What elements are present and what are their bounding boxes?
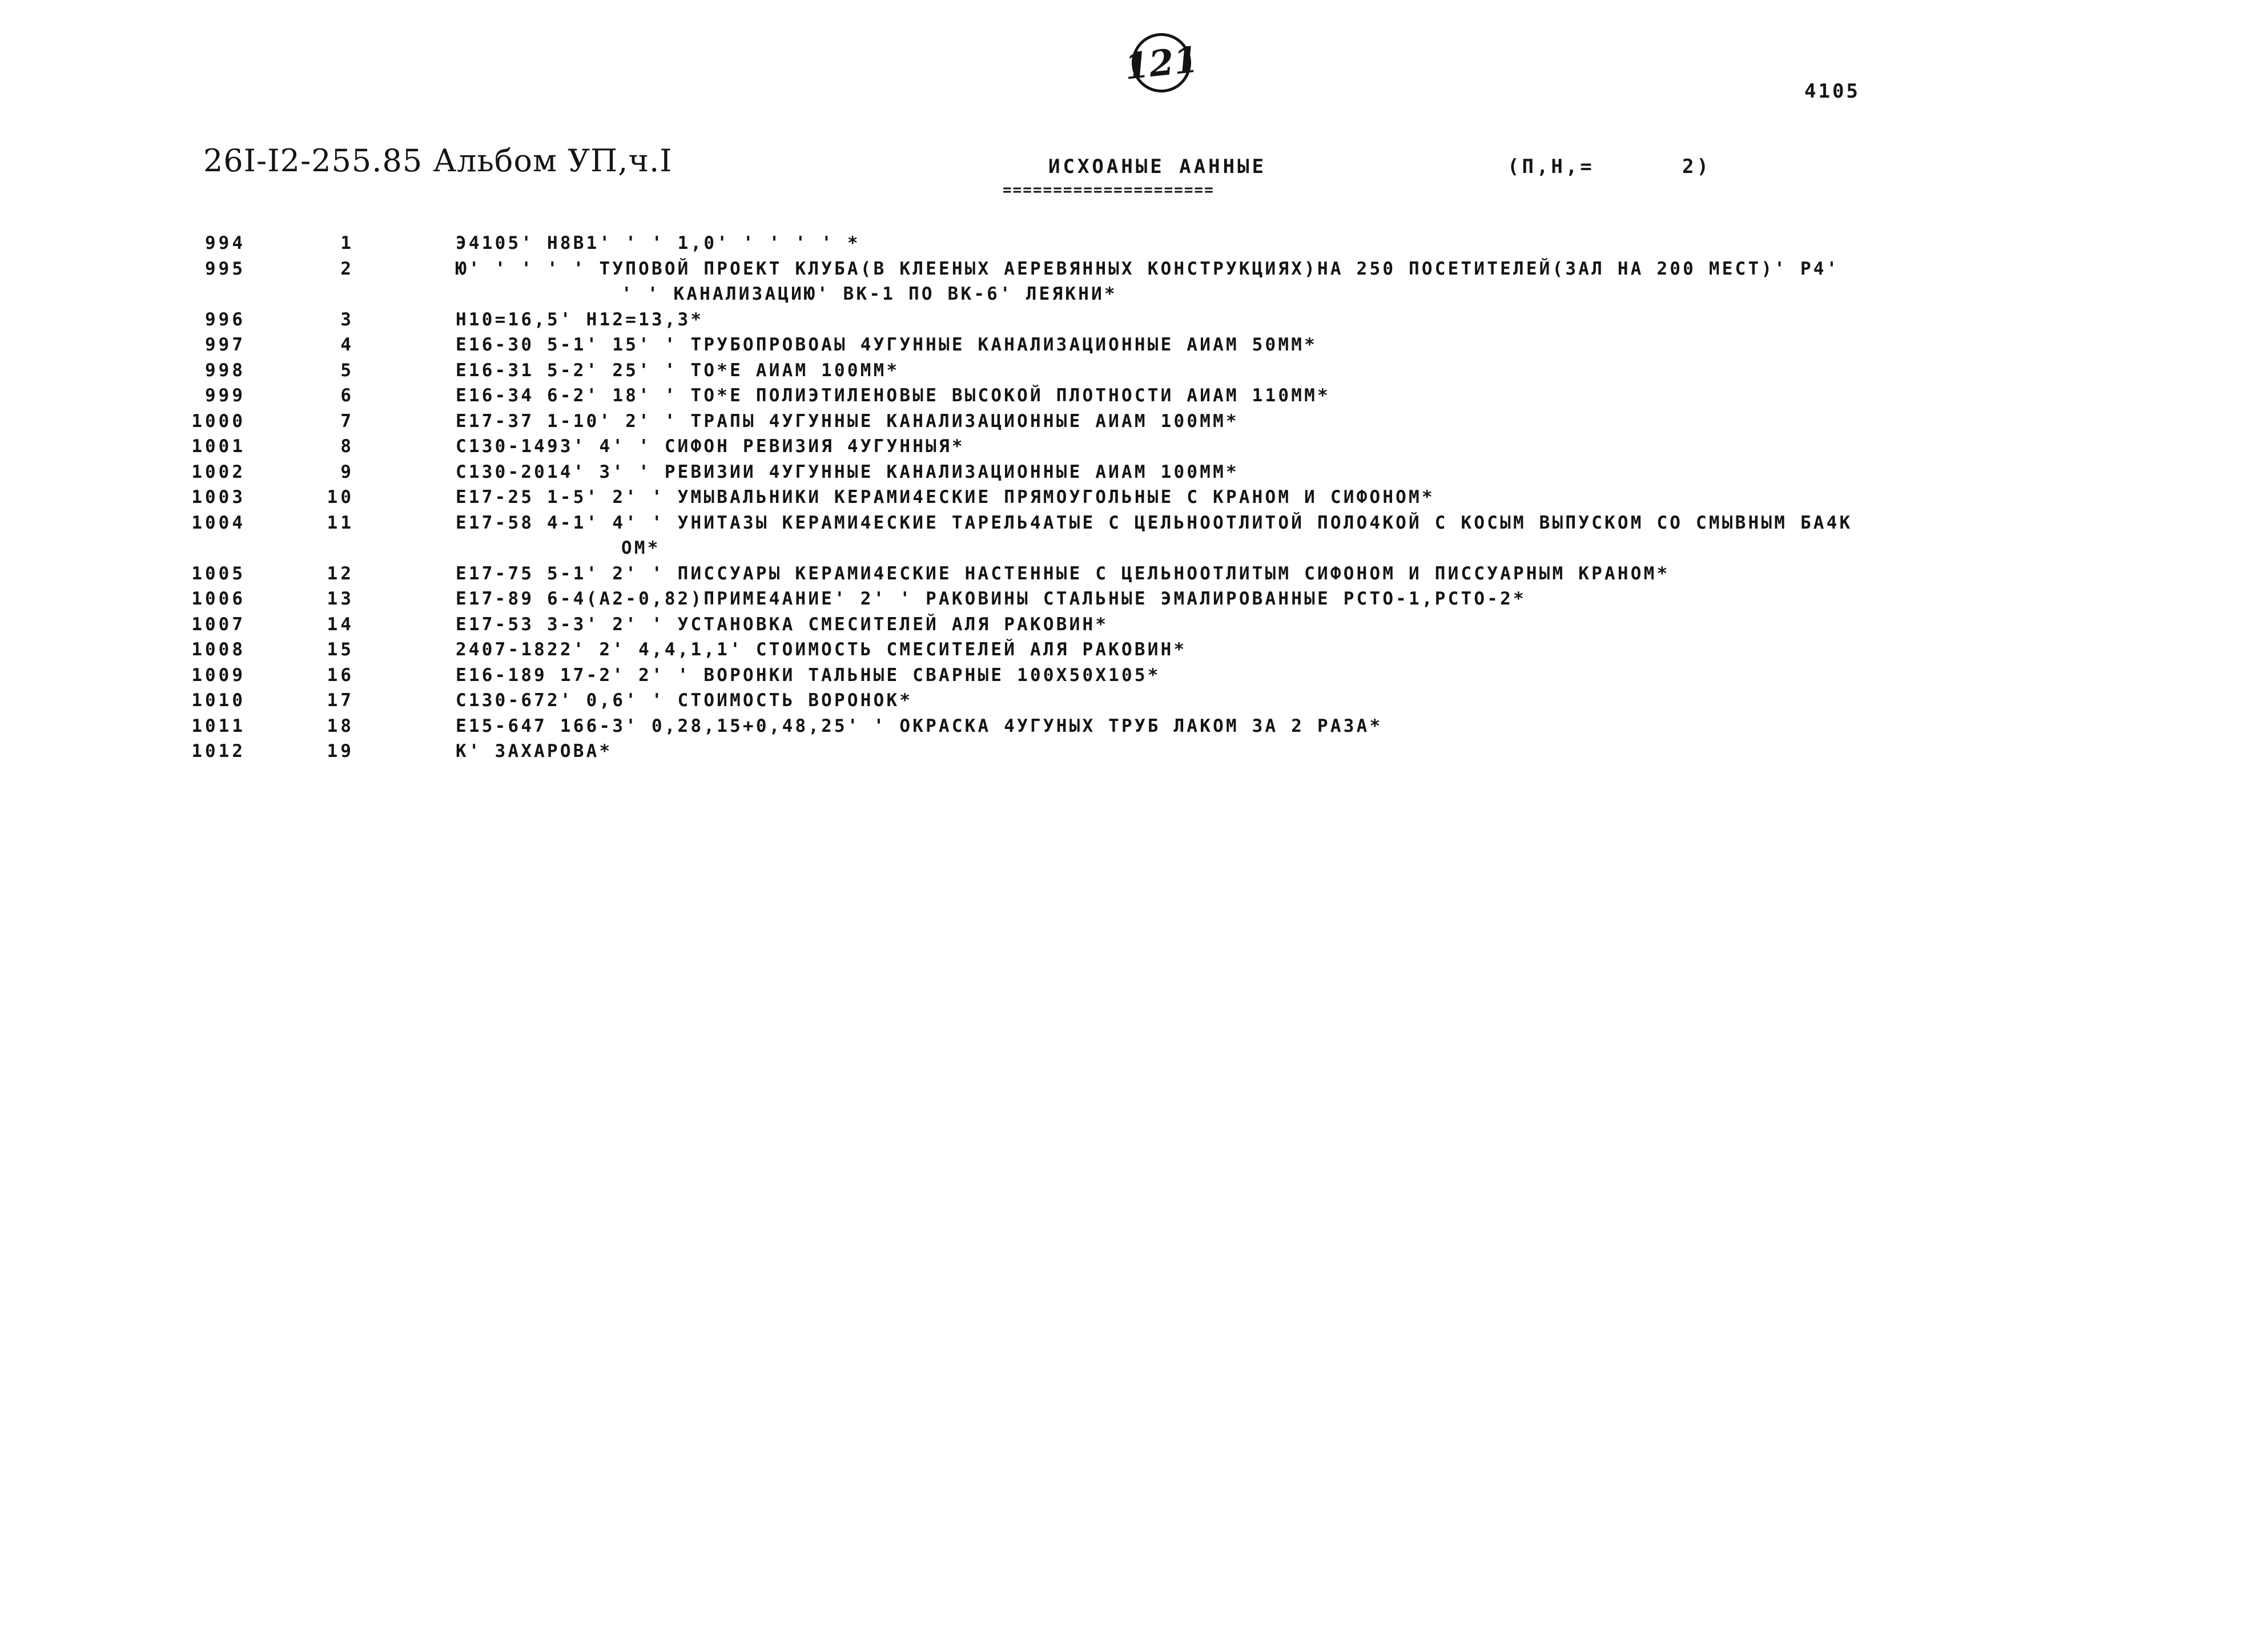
listing-row [0,561,2260,587]
listing-row [0,256,2260,307]
listing-row [0,510,2260,561]
record-text: Е17-75 5-1' 2' ' ПИССУАРЫ КЕРАМИ4ЕСКИЕ НАСТЕННЫЕ С ЦЕЛЬНООТЛИТЫМ СИФОНОМ И ПИССУАРНЫМ КРАНОМ* [456,563,1670,584]
listing-row [0,409,2260,434]
record-number: 1004 [191,512,246,533]
listing-row [0,383,2260,409]
record-text: Е17-53 3-3' 2' ' УСТАНОВКА СМЕСИТЕЛЕЙ АЛЯ РАКОВИН* [456,614,1109,635]
record-number: 999 [205,385,246,406]
record-text: С130-1493' 4' ' СИФОН РЕВИЗИЯ 4УГУННЫЯ* [456,436,965,457]
section-title: ИСХОАНЫЕ ААННЫЕ [1048,155,1267,178]
line-index: 11 [327,512,354,533]
listing-row [0,332,2260,358]
listing-row [0,739,2260,764]
line-index: 2 [340,258,354,279]
record-text: Е15-647 166-3' 0,28,15+0,48,25' ' ОКРАСКА 4УГУНЫХ ТРУБ ЛАКОМ ЗА 2 РАЗА* [456,715,1383,736]
record-number: 1012 [191,741,246,761]
record-number: 994 [205,233,246,253]
listing-row [0,307,2260,333]
record-number: 998 [205,360,246,381]
record-text: 2407-1822' 2' 4,4,1,1' СТОИМОСТЬ СМЕСИТЕЛЕЙ АЛЯ РАКОВИН* [456,639,1187,660]
listing-row [0,434,2260,460]
record-text: К' ЗАХАРОВА* [456,741,613,761]
record-number: 1002 [191,461,246,482]
line-index: 1 [340,233,354,253]
record-text: Е16-31 5-2' 25' ' ТО*Е АИАМ 100ММ* [456,360,900,381]
record-number: 997 [205,335,246,355]
record-text: Н10=16,5' Н12=13,3* [456,309,704,330]
line-index: 12 [327,563,354,584]
record-text-continuation: ' ' КАНАЛИЗАЦИЮ' ВК-1 ПО ВК-6' ЛЕЯКНИ* [621,284,1117,304]
record-text: Е17-25 1-5' 2' ' УМЫВАЛЬНИКИ КЕРАМИ4ЕСКИЕ ПРЯМОУГОЛЬНЫЕ С КРАНОМ И СИФОНОМ* [456,487,1435,507]
record-text: Е17-58 4-1' 4' ' УНИТАЗЫ КЕРАМИ4ЕСКИЕ ТАРЕЛЬ4АТЫЕ С ЦЕЛЬНООТЛИТОЙ ПОЛО4КОЙ С КОСЫМ ВЫПУСКОМ СО СМЫВНЫМ БА4К [456,512,1853,533]
line-index: 5 [340,360,354,381]
record-number: 1010 [191,690,246,711]
line-index: 15 [327,639,354,660]
section-underline: ===================== [1003,182,1215,199]
line-index: 4 [340,335,354,355]
record-text: С130-2014' 3' ' РЕВИЗИИ 4УГУННЫЕ КАНАЛИЗАЦИОННЫЕ АИАМ 100ММ* [456,461,1239,482]
record-number: 1007 [191,614,246,635]
listing-row [0,586,2260,612]
line-index: 16 [327,664,354,686]
listing-row [0,612,2260,638]
line-index: 19 [327,741,354,761]
record-text: Е16-34 6-2' 18' ' ТО*Е ПОЛИЭТИЛЕНОВЫЕ ВЫСОКОЙ ПЛОТНОСТИ АИАМ 110ММ* [456,385,1330,406]
line-index: 14 [327,614,354,635]
record-number: 1005 [191,563,246,584]
record-number: 1001 [191,436,246,457]
line-index: 8 [340,436,354,457]
line-index: 6 [340,385,354,406]
listing-row [0,460,2260,485]
line-index: 7 [340,410,354,432]
page-code: 4105 [1804,80,1860,103]
record-text: Ю' ' ' ' ' ТУПОВОЙ ПРОЕКТ КЛУБА(В КЛЕЕНЫХ АЕРЕВЯННЫХ КОНСТРУКЦИЯХ)НА 250 ПОСЕТИТЕЛЕЙ(ЗАЛ НА 200 МЕСТ)' Р4' [456,258,1840,279]
pn-value: 2) [1682,155,1711,178]
line-index: 17 [327,690,354,711]
listing-row [0,485,2260,510]
record-text: Е17-37 1-10' 2' ' ТРАПЫ 4УГУННЫЕ КАНАЛИЗАЦИОННЫЕ АИАМ 100ММ* [456,410,1239,432]
line-index: 18 [327,715,354,736]
record-number: 1011 [191,715,246,736]
line-index: 9 [340,461,354,482]
record-number: 1006 [191,589,246,609]
line-index: 13 [327,589,354,609]
record-number: 1009 [191,664,246,686]
listing-row [0,637,2260,663]
listing-row [0,688,2260,714]
listing-row [0,231,2260,256]
record-text: Е16-30 5-1' 15' ' ТРУБОПРОВОАЫ 4УГУННЫЕ КАНАЛИЗАЦИОННЫЕ АИАМ 50ММ* [456,335,1317,355]
listing-row [0,714,2260,739]
record-number: 1000 [191,410,246,432]
record-number: 996 [205,309,246,330]
record-text: Е17-89 6-4(А2-0,82)ПРИМЕ4АНИЕ' 2' ' РАКОВИНЫ СТАЛЬНЫЕ ЭМАЛИРОВАННЫЕ РСТО-1,РСТО-2* [456,589,1526,609]
data-listing [0,231,2260,764]
listing-row [0,663,2260,688]
record-number: 1003 [191,487,246,507]
pn-label: (П,Н,= [1507,155,1595,178]
record-text: С130-672' 0,6' ' СТОИМОСТЬ ВОРОНОК* [456,690,913,711]
stamp-number: 121 [1122,38,1201,88]
record-text: Е16-189 17-2' 2' ' ВОРОНКИ ТАЛЬНЫЕ СВАРНЫЕ 100Х50Х105* [456,664,1161,686]
record-text: Э4105' Н8В1' ' ' 1,0' ' ' ' ' * [456,233,860,253]
line-index: 3 [340,309,354,330]
document-title: 26I-I2-255.85 Альбом УП,ч.I [203,143,673,179]
record-number: 995 [205,258,246,279]
page-number-stamp [1122,30,1201,95]
listing-row [0,358,2260,384]
record-text-continuation: ОМ* [621,538,661,558]
line-index: 10 [327,487,354,507]
record-number: 1008 [191,639,246,660]
